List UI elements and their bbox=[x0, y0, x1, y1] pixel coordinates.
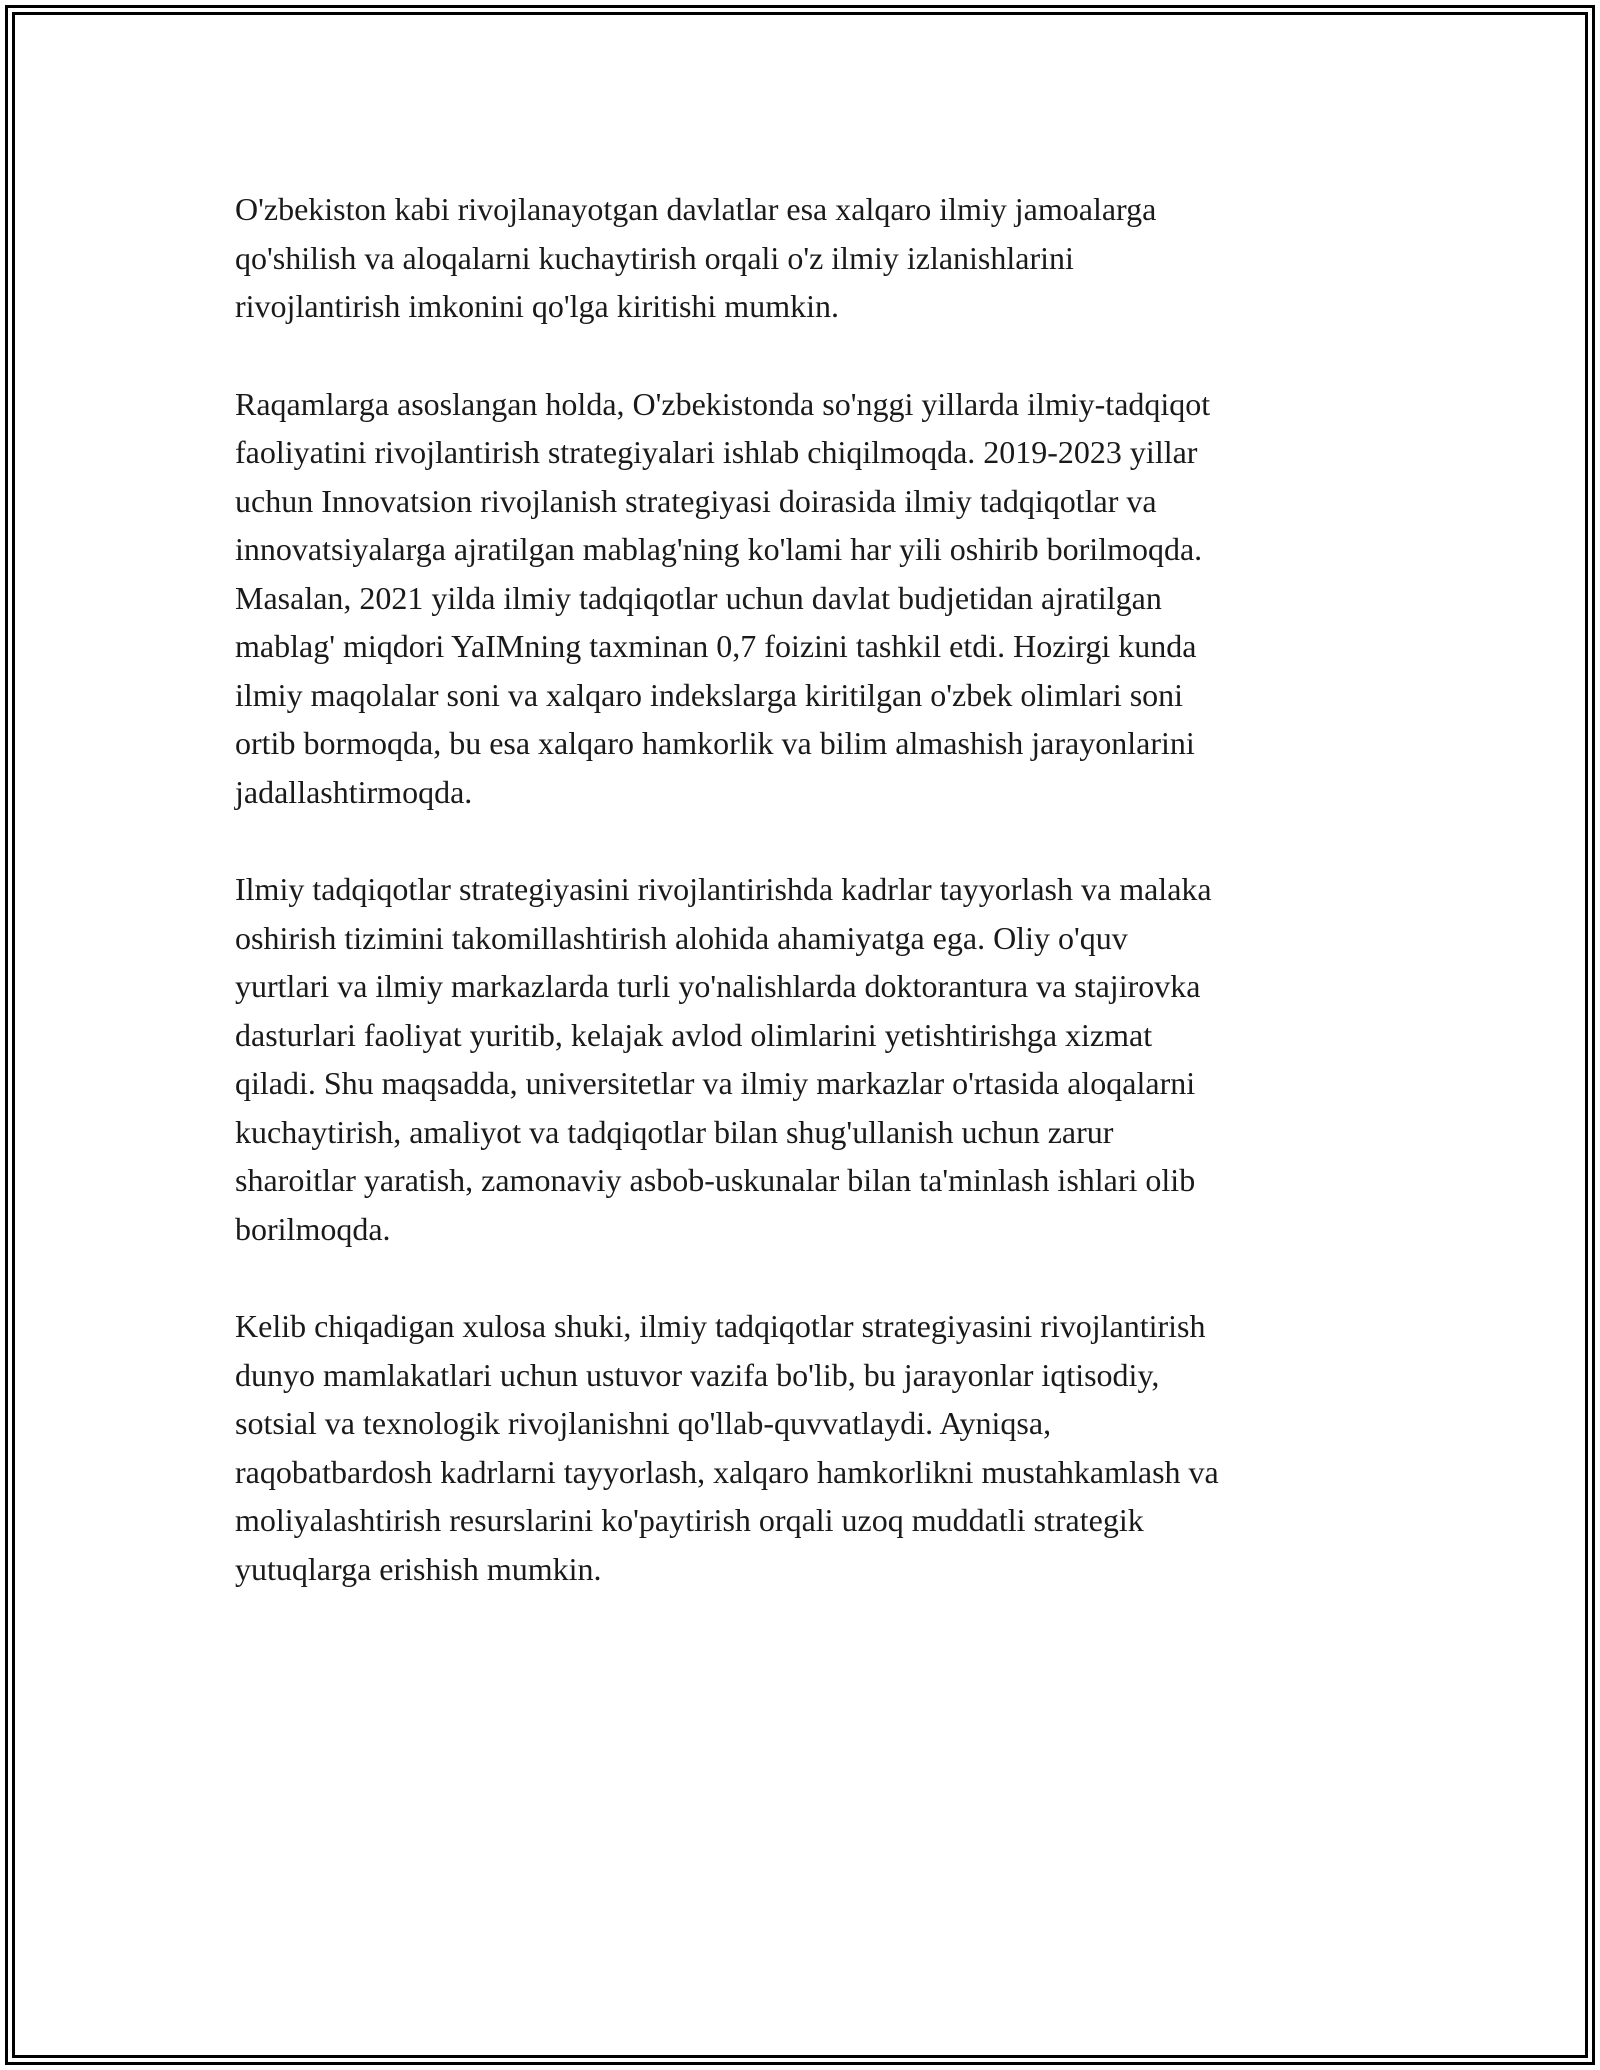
text-line: O'zbekiston kabi rivojlanayotgan davlatlar esa xalqaro ilmiy jamoalarga bbox=[235, 191, 1157, 227]
text-line: yurtlari va ilmiy markazlarda turli yo'nalishlarda doktorantura va stajirovka bbox=[235, 968, 1201, 1004]
text-line: uchun Innovatsion rivojlanish strategiyasi doirasida ilmiy tadqiqotlar va bbox=[235, 482, 1157, 519]
paragraph bbox=[235, 380, 1375, 817]
document-body bbox=[235, 185, 1375, 1642]
text-line: Ilmiy tadqiqotlar strategiyasini rivojlantirishda kadrlar tayyorlash va malaka bbox=[235, 871, 1212, 907]
text-line: moliyalashtirish resurslarini ko'paytirish orqali uzoq muddatli strategik bbox=[235, 1502, 1144, 1538]
text-line: oshirish tizimini takomillashtirish alohida ahamiyatga ega. Oliy o'quv bbox=[235, 919, 1128, 956]
text-line: ilmiy maqolalar soni va xalqaro indekslarga kiritilgan o'zbek olimlari soni bbox=[235, 676, 1184, 713]
text-line: sotsial va texnologik rivojlanishni qo'llab-quvvatlaydi. Ayniqsa, bbox=[235, 1405, 1052, 1441]
text-line: borilmoqda. bbox=[235, 1210, 391, 1247]
text-line: ortib bormoqda, bu esa xalqaro hamkorlik va bilim almashish jarayonlarini bbox=[235, 725, 1195, 761]
paragraph bbox=[235, 865, 1375, 1253]
text-line: qiladi. Shu maqsadda, universitetlar va ilmiy markazlar o'rtasida aloqalarni bbox=[235, 1065, 1196, 1101]
paragraph bbox=[235, 1302, 1375, 1593]
text-line: jadallashtirmoqda. bbox=[235, 773, 473, 810]
text-line: kuchaytirish, amaliyot va tadqiqotlar bilan shug'ullanish uchun zarur bbox=[235, 1113, 1114, 1150]
text-line: Raqamlarga asoslangan holda, O'zbekistonda so'nggi yillarda ilmiy-tadqiqot bbox=[235, 385, 1211, 422]
text-line: raqobatbardosh kadrlarni tayyorlash, xalqaro hamkorlikni mustahkamlash va bbox=[235, 1453, 1219, 1490]
paragraph bbox=[235, 185, 1375, 331]
text-line: dunyo mamlakatlari uchun ustuvor vazifa bo'lib, bu jarayonlar iqtisodiy, bbox=[235, 1356, 1160, 1393]
text-line: dasturlari faoliyat yuritib, kelajak avlod olimlarini yetishtirishga xizmat bbox=[235, 1016, 1153, 1053]
text-line: mablag' miqdori YaIMning taxminan 0,7 foizini tashkil etdi. Hozirgi kunda bbox=[235, 628, 1197, 664]
text-line: sharoitlar yaratish, zamonaviy asbob-uskunalar bilan ta'minlash ishlari olib bbox=[235, 1162, 1196, 1198]
text-line: innovatsiyalarga ajratilgan mablag'ning ko'lami har yili oshirib borilmoqda. bbox=[235, 531, 1203, 567]
text-line: faoliyatini rivojlantirish strategiyalari ishlab chiqilmoqda. 2019-2023 yillar bbox=[235, 434, 1198, 470]
text-line: Masalan, 2021 yilda ilmiy tadqiqotlar uchun davlat budjetidan ajratilgan bbox=[235, 579, 1162, 616]
text-line: qo'shilish va aloqalarni kuchaytirish orqali o'z ilmiy izlanishlarini bbox=[235, 239, 1074, 276]
text-line: rivojlantirish imkonini qo'lga kiritishi mumkin. bbox=[235, 288, 839, 324]
text-line: yutuqlarga erishish mumkin. bbox=[235, 1550, 602, 1587]
text-line: Kelib chiqadigan xulosa shuki, ilmiy tadqiqotlar strategiyasini rivojlantirish bbox=[235, 1308, 1206, 1344]
